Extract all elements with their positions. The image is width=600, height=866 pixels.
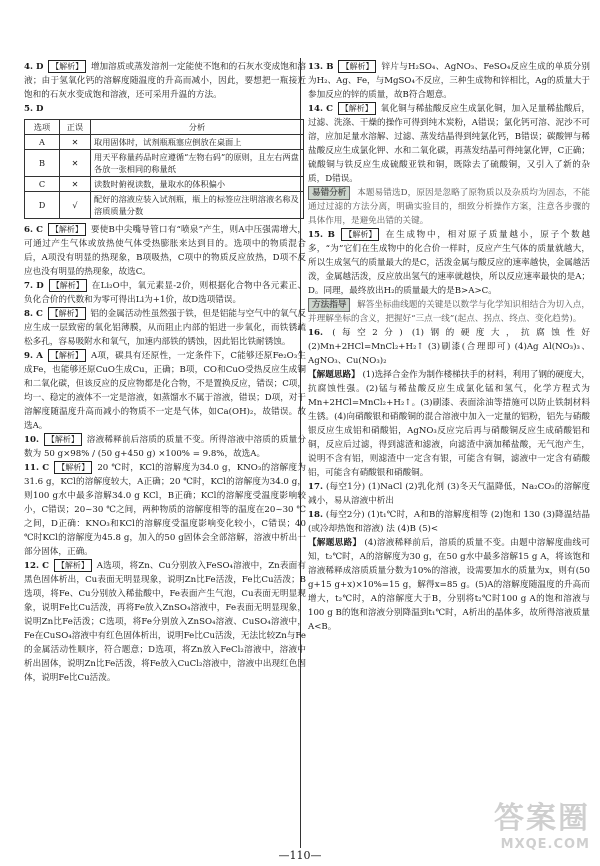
answer-10: 10. 【解析】 溶液稀释前后溶质的质量不变。所得溶液中溶质的质量分数为 50 g×98% / (50 g+450 g) ×100% = 9.8%，故选A。 bbox=[24, 435, 306, 459]
answer-16: 16. (每空2分) (1)钢的硬度大，抗腐蚀性好 (2)Mn+2HCl=MnCl₂+H₂↑ (3)刷漆(合理即可) (4)Ag Al(NO₃)₃、AgNO₃、Cu(NO₃)₂ bbox=[308, 328, 590, 366]
answer-11: 11. C 【解析】 20 ℃时，KCl的溶解度为34.0 g，KNO₃的溶解度为31.6 g，KCl的溶解度较大，A正确；20 ℃时，KCl的溶解度为34.0 g，则100 g水中最多溶解34.0 g KCl，B正确；KCl的溶解度受温度影响较小，C错误；20~30 ℃之间，两种物质的溶解度相等的温度在20~30 ℃之间，D正确：KNO₃和KCl的溶解度受温度影响变化较小，C错误；40 ℃时KCl的溶解度为45.8 g，加入的50 g固体会全部溶解，溶液中析出一部分固体，正确。 bbox=[24, 463, 306, 557]
table-row: D √ 配好的溶液应装入试剂瓶，瓶上的标签应注明溶液名称及溶质质量分数 bbox=[25, 192, 304, 219]
option-analysis-table bbox=[24, 119, 304, 219]
answer-12: 12. C 【解析】 A选项，将Zn、Cu分别放入FeSO₄溶液中，Zn表面有黑色固体析出，Cu表面无明显现象，说明Zn比Fe活泼，Fe比Cu活泼；B选项，将Fe、Cu分别放入稀盐酸中，Fe表面产生气泡，Cu表面无明显现象，说明Fe比Cu活泼，再将Fe放入ZnSO₄溶液中，Fe表面无明显现象，说明Zn比Fe活泼；C选项，将Fe分别放入ZnSO₄溶液、CuSO₄溶液中，Fe在CuSO₄溶液中有红色固体析出，说明Fe比Cu活泼，无法比较Zn与Fe的金属活动性顺序，符合题意；D选项，将Zn放入FeCl₂溶液中，溶液中析出固体，说明Zn比Fe活泼，将Fe放入CuCl₂溶液中，溶液中出现红色固体，说明Fe比Cu活泼。 bbox=[24, 561, 306, 683]
page-number: —110— bbox=[278, 849, 322, 862]
answer-13: 13. B 【解析】 锌片与H₂SO₄、AgNO₃、FeSO₄反应生成的单质分别为H₂、Ag、Fe，与MgSO₄不反应，三种生成物和锌相比，Ag的质量大于参加反应的锌的质量，故B符合题意。 bbox=[308, 62, 590, 100]
solution-idea-18: 【解题思路】 (4)溶液稀释前后，溶质的质量不变。由题中溶解度曲线可知，t₂℃时，A的溶解度为30 g，在50 g水中最多溶解15 g A，将该饱和溶液稀释成溶质质量分数为10%的溶液，设需要加水的质量为x，则有(50 g+15 g+x)×10%=15 g，解得x=85 g。(5)A的溶解度随温度的升高而增大，t₂℃时，A的溶解度大于B，分别将t₂℃时100 g A的饱和溶液与100 g B的饱和溶液分别降温到t₁℃时，A析出的晶体多，故所得溶液质量A<B。 bbox=[308, 538, 590, 632]
method-guidance-note: 方法指导 解答坐标曲线题的关键是以数学与化学知识相结合为切入点，并理解坐标的含义，把握好“三点一线”(起点、拐点、终点、变化趋势)。 bbox=[308, 300, 590, 324]
left-column bbox=[24, 60, 306, 685]
error-analysis-note: 易错分析 本题易错选D，原因是忽略了原物质以及杂质均为固态，不能通过过滤的方法分离，明确实验目的，细致分析操作方案，注意各步骤的具体作用，是避免出错的关键。 bbox=[308, 188, 590, 226]
answer-6: 6. C 【解析】 要使B中尖嘴导管口有“喷泉”产生，则A中压强需增大，可通过产生气体或放热使气体受热膨胀来达到目的。选项中的物质混合后，A项没有明显的热现象，B项吸热，C项中的物质反应放热，D项不反应也没有明显的热现象，故选C。 bbox=[24, 225, 307, 277]
solution-idea-16: 【解题思路】 (1)选择合金作为制作楼梯扶手的材料，利用了钢的硬度大，抗腐蚀性强。(2)锰与稀盐酸反应生成氯化锰和氢气，化学方程式为Mn+2HCl=MnCl₂+H₂↑。(3)刷漆、表面涂油等措施可以防止铁制材料生锈。(4)向硝酸银和硝酸铜的混合溶液中加入一定量的铝粉，铝先与硝酸银反应生成铝和硝酸铝，AgNO₃反应完后再与硝酸铜反应生成硝酸铝和铜，反应后过滤，得到滤渣和滤液，向滤渣中滴加稀盐酸，无气泡产生，说明不含有铝，则滤渣中一定含有银，可能含有铜，滤液中一定含有硝酸铝，可能含有硝酸银和硝酸铜。 bbox=[308, 370, 590, 478]
table-row: B ✕ 用天平称量药品时应遵循“左物右码”的原则，且左右两盘各放一张相同的称量纸 bbox=[25, 150, 304, 177]
watermark-logo: 答案圈 MXQE.COM bbox=[494, 801, 590, 852]
right-column bbox=[308, 60, 590, 634]
answer-7: 7. D 【解析】 在Li₂O中，氧元素显-2价，则根据化合物中各元素正、负化合价的代数和为零可得出Li为+1价，故D选项错误。 bbox=[24, 281, 307, 305]
mass-fraction-formula: 50 g×98% / (50 g+450 g) ×100% = 9.8%，故选A。 bbox=[43, 449, 266, 459]
table-header-row: 选项 正误 分析 bbox=[25, 120, 304, 135]
answer-18: 18. (每空2分) (1)t₁℃时，A和B的溶解度相等 (2)饱和 130 (3)降温结晶(或冷却热饱和溶液) 法 (4)B (5)< bbox=[308, 510, 590, 534]
answer-15: 15. B 【解析】 在生成物中，相对原子质量越小，原子个数越多，“为”它们在生成物中的化合价一样时，反应产生气体的质量就越大，所以生成氢气的质量最大的是C，活泼金属与酸反应的速率越快，金属越活泼，金属越活泼，反应放出氢气的速率就越快，所以反应速率最快的是A；D。同理，最终放出H₂的质量最大的是B>A>C。 bbox=[308, 230, 590, 296]
answer-9: 9. A 【解析】 A项，碳具有还原性，一定条件下，C能够还原Fe₂O₃生成Fe，也能够还原CuO生成Cu，正确；B项，CO和CuO受热反应生成铜和二氧化碳，但该反应的反应物都是化合物，不是置换反应，错误；C项，均一、稳定的液体不一定是溶液，如蒸馏水不属于溶液，错误；D项，对于溶解度随温度升高而减小的物质不一定是气体，如Ca(OH)₂，故错误。故选A。 bbox=[24, 351, 307, 431]
answer-8: 8. C 【解析】 铝的金属活动性虽然强于铁，但是铝能与空气中的氧气反应生成一层致密的氧化铝薄膜，从而阻止内部的铝进一步氧化，而铁锈疏松多孔，容易吸附水和氧气，加速内部铁的锈蚀，因此铝比铁耐锈蚀。 bbox=[24, 309, 306, 347]
table-row: C ✕ 读数时俯视读数，量取水的体积偏小 bbox=[25, 177, 304, 192]
answer-4: 4. D 【解析】 增加溶质或蒸发溶剂一定能使不饱和的石灰水变成饱和溶液；由于氢氧化钙的溶解度随温度的升高而减小，因此，要想把一瓶接近饱和的石灰水变成饱和溶液，还可采用升温的方法。 bbox=[24, 62, 307, 100]
answer-14: 14. C 【解析】 氧化铜与稀盐酸反应生成氯化铜，加入足量稀盐酸后，过滤、洗涤、干燥的操作可得到纯木炭粉，A错误；氯化钙可溶、泥沙不可溶，应加足量水溶解、过滤、蒸发结晶得到纯氯化钙，B错误；碳酸钾与稀盐酸反应生成氯化钾、水和二氧化碳，再蒸发结晶可得纯氯化钾，C正确；硫酸铜与铁反应生成硫酸亚铁和铜，既除去了硫酸铜，又引入了新的杂质，D错误。 bbox=[308, 104, 590, 184]
answer-5: 5. D bbox=[24, 104, 44, 114]
answer-17: 17. (每空1分) (1)NaCl (2)乳化剂 (3)冬天气温降低，Na₂CO₃的溶解度减小，易从溶液中析出 bbox=[308, 482, 590, 506]
table-row: A ✕ 取用固体时，试剂瓶瓶塞应倒放在桌面上 bbox=[25, 135, 304, 150]
